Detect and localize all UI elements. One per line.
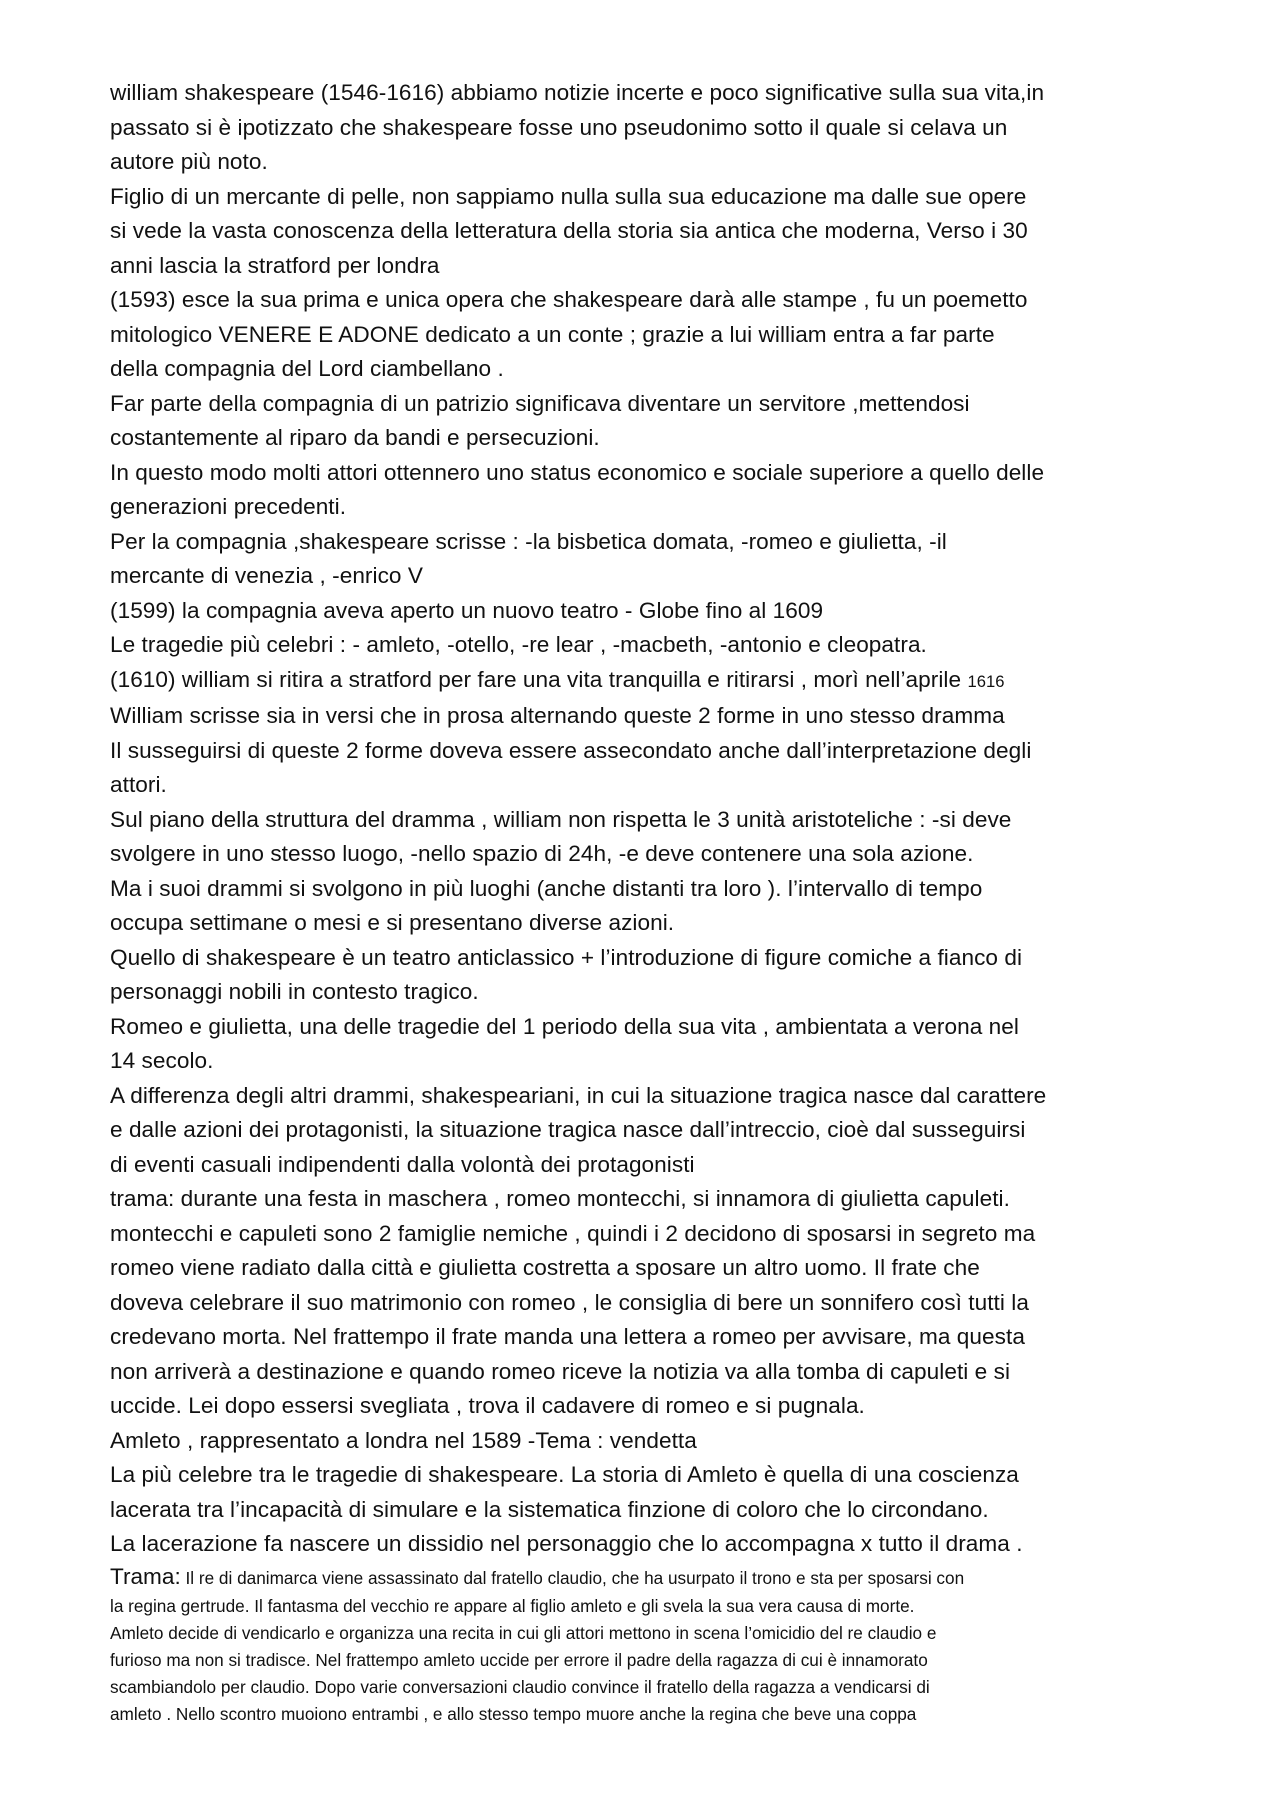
text-line: (1593) esce la sua prima e unica opera che shakespeare darà alle stampe , fu un poemetto [110, 287, 1028, 312]
text-line: mercante di venezia , -enrico V [110, 563, 423, 588]
text-line: svolgere in uno stesso luogo, -nello spazio di 24h, -e deve contenere una sola azione. [110, 841, 974, 866]
death-year: 1616 [967, 671, 1005, 691]
text-line: Ma i suoi drammi si svolgono in più luoghi (anche distanti tra loro ). l’intervallo di tempo [110, 875, 983, 901]
text-line: generazioni precedenti. [110, 494, 347, 519]
text-line: Amleto , rappresentato a londra nel 1589 -Tema : vendetta [110, 1427, 697, 1453]
text-line: costantemente al riparo da bandi e persecuzioni. [110, 425, 600, 450]
text-line: credevano morta. Nel frattempo il frate manda una lettera a romeo per avvisare, ma questa [110, 1324, 1025, 1349]
document-body [110, 76, 1190, 1728]
text-line: non arriverà a destinazione e quando romeo riceve la notizia va alla tomba di capuleti e si [110, 1358, 1011, 1384]
text-line: trama: durante una festa in maschera , romeo montecchi, si innamora di giulietta capuleti. [110, 1186, 1010, 1211]
text-line: Sul piano della struttura del dramma , william non rispetta le 3 unità aristoteliche : -si deve [110, 806, 1012, 832]
trama-line: furioso ma non si tradisce. Nel frattempo amleto uccide per errore il padre della ragazza di cui è innamorato [110, 1649, 928, 1670]
trama-first-line [110, 1562, 1190, 1593]
text-line: Figlio di un mercante di pelle, non sappiamo nulla sulla sua educazione ma dalle sue opere [110, 183, 1027, 209]
text-line: attori. [110, 772, 167, 797]
trama-label: Trama: [110, 1563, 181, 1589]
text-line: passato si è ipotizzato che shakespeare fosse uno pseudonimo sotto il quale si celava un [110, 114, 1008, 140]
text-line: di eventi casuali indipendenti dalla volontà dei protagonisti [110, 1151, 695, 1177]
text-line: lacerata tra l’incapacità di simulare e la sistematica finzione di coloro che lo circondano. [110, 1496, 989, 1522]
text-line: personaggi nobili in contesto tragico. [110, 979, 479, 1004]
text-line: occupa settimane o mesi e si presentano diverse azioni. [110, 910, 675, 935]
text-line: Far parte della compagnia di un patrizio significava diventare un servitore ,mettendosi [110, 390, 970, 416]
text-line: La lacerazione fa nascere un dissidio nel personaggio che lo accompagna x tutto il drama . [110, 1531, 1023, 1556]
text-line: e dalle azioni dei protagonisti, la situazione tragica nasce dall’intreccio, cioè dal susseguirsi [110, 1117, 1026, 1142]
trama-line: amleto . Nello scontro muoiono entrambi , e allo stesso tempo muore anche la regina che beve una coppa [110, 1703, 917, 1724]
text-line: 14 secolo. [110, 1048, 214, 1073]
trama-line: la regina gertrude. Il fantasma del vecchio re appare al figlio amleto e gli svela la sua vera causa di morte. [110, 1595, 915, 1616]
text-line: La più celebre tra le tragedie di shakespeare. La storia di Amleto è quella di una coscienza [110, 1462, 1019, 1487]
text-line: (1599) la compagnia aveva aperto un nuovo teatro - Globe fino al 1609 [110, 597, 824, 623]
text-line-main: (1610) william si ritira a stratford per fare una vita tranquilla e ritirarsi , morì nell’aprile [110, 666, 962, 692]
text-line: Per la compagnia ,shakespeare scrisse : -la bisbetica domata, -romeo e giulietta, -il [110, 528, 947, 554]
trama-text: Il re di danimarca viene assassinato dal fratello claudio, che ha usurpato il trono e sta per sposarsi con [180, 1567, 965, 1588]
text-line: anni lascia la stratford per londra [110, 252, 440, 278]
text-line: montecchi e capuleti sono 2 famiglie nemiche , quindi i 2 decidono di sposarsi in segreto ma [110, 1220, 1036, 1246]
text-line: Il susseguirsi di queste 2 forme doveva essere assecondato anche dall’interpretazione degli [110, 737, 1032, 763]
text-line: Le tragedie più celebri : - amleto, -otello, -re lear , -macbeth, -antonio e cleopatra. [110, 632, 927, 657]
text-line: mitologico VENERE E ADONE dedicato a un conte ; grazie a lui william entra a far parte [110, 321, 995, 347]
text-line: uccide. Lei dopo essersi svegliata , trova il cadavere di romeo e si pugnala. [110, 1393, 865, 1418]
trama-line: scambiandolo per claudio. Dopo varie conversazioni claudio convince il fratello della ragazza a vendicarsi di [110, 1676, 930, 1697]
text-line: William scrisse sia in versi che in prosa alternando queste 2 forme in uno stesso dramma [110, 703, 1005, 728]
text-line: In questo modo molti attori ottennero uno status economico e sociale superiore a quello delle [110, 459, 1045, 485]
trama-line: Amleto decide di vendicarlo e organizza una recita in cui gli attori mettono in scena l’omicidio del re claudio e [110, 1622, 937, 1643]
text-line: william shakespeare (1546-1616) abbiamo notizie incerte e poco significative sulla sua vita,in [110, 80, 1045, 105]
text-line: Quello di shakespeare è un teatro anticlassico + l’introduzione di figure comiche a fianco di [110, 944, 1023, 970]
text-line: autore più noto. [110, 149, 268, 174]
text-line: A differenza degli altri drammi, shakespeariani, in cui la situazione tragica nasce dal carattere [110, 1082, 1047, 1108]
text-line-death [110, 663, 1190, 700]
text-line: doveva celebrare il suo matrimonio con romeo , le consiglia di bere un sonnifero così tutti la [110, 1289, 1029, 1315]
text-line: romeo viene radiato dalla città e giulietta costretta a sposare un altro uomo. Il frate che [110, 1255, 980, 1280]
text-line: si vede la vasta conoscenza della letteratura della storia sia antica che moderna, Verso i 30 [110, 218, 1028, 243]
text-line: Romeo e giulietta, una delle tragedie del 1 periodo della sua vita , ambientata a verona nel [110, 1013, 1019, 1039]
text-line: della compagnia del Lord ciambellano . [110, 356, 504, 381]
